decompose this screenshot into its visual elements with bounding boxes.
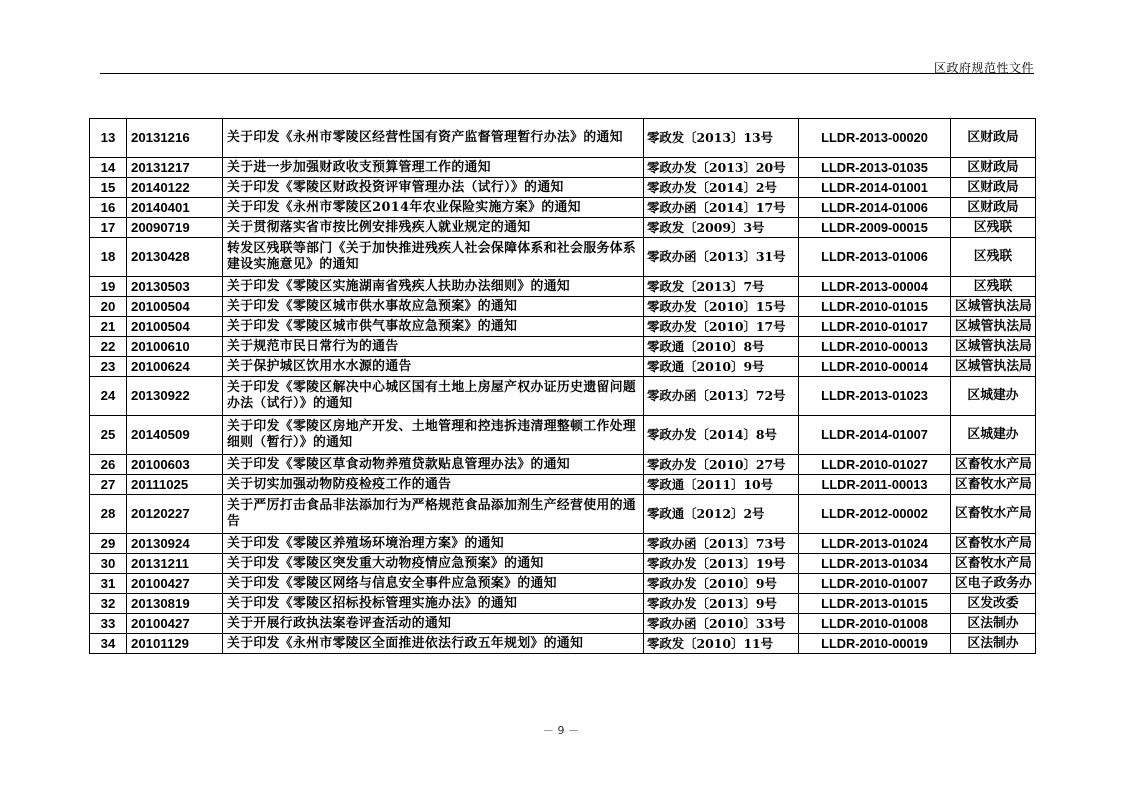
row-number: 22 [90, 337, 127, 357]
table-row [90, 475, 1036, 495]
row-department: 区财政局 [951, 119, 1036, 158]
row-register-code: LLDR-2009-00015 [799, 218, 951, 238]
row-register-code: LLDR-2010-01007 [799, 574, 951, 594]
row-number: 15 [90, 178, 127, 198]
row-number: 29 [90, 534, 127, 554]
row-register-code: LLDR-2014-01007 [799, 416, 951, 455]
row-title: 关于进一步加强财政收支预算管理工作的通知 [223, 158, 644, 178]
row-doc-number: 零政办函〔2014〕17号 [644, 198, 799, 218]
row-doc-number: 零政发〔2009〕3号 [644, 218, 799, 238]
row-doc-number: 零政办函〔2013〕31号 [644, 238, 799, 277]
row-register-code: LLDR-2010-01008 [799, 614, 951, 634]
row-department: 区财政局 [951, 178, 1036, 198]
row-register-code: LLDR-2010-00014 [799, 357, 951, 377]
row-number: 34 [90, 634, 127, 654]
row-doc-number: 零政办发〔2010〕9号 [644, 574, 799, 594]
row-doc-number: 零政通〔2010〕8号 [644, 337, 799, 357]
row-number: 28 [90, 495, 127, 534]
table-row [90, 495, 1036, 534]
row-doc-number: 零政发〔2010〕11号 [644, 634, 799, 654]
row-number: 26 [90, 455, 127, 475]
row-doc-number: 零政办发〔2010〕15号 [644, 297, 799, 317]
table-row [90, 337, 1036, 357]
row-department: 区电子政务办 [951, 574, 1036, 594]
table-row [90, 416, 1036, 455]
row-register-code: LLDR-2013-00004 [799, 277, 951, 297]
row-title: 关于贯彻落实省市按比例安排残疾人就业规定的通知 [223, 218, 644, 238]
row-department: 区残联 [951, 277, 1036, 297]
row-department: 区畜牧水产局 [951, 495, 1036, 534]
row-doc-number: 零政办发〔2013〕20号 [644, 158, 799, 178]
row-date: 20131216 [127, 119, 223, 158]
row-register-code: LLDR-2010-01015 [799, 297, 951, 317]
row-register-code: LLDR-2013-01006 [799, 238, 951, 277]
row-date: 20120227 [127, 495, 223, 534]
table-row [90, 238, 1036, 277]
row-register-code: LLDR-2014-01001 [799, 178, 951, 198]
row-date: 20130819 [127, 594, 223, 614]
row-doc-number: 零政办发〔2013〕19号 [644, 554, 799, 574]
table-row [90, 614, 1036, 634]
row-register-code: LLDR-2010-01017 [799, 317, 951, 337]
table-row [90, 634, 1036, 654]
row-title: 关于印发《零陵区财政投资评审管理办法（试行）》的通知 [223, 178, 644, 198]
row-title: 关于印发《永州市零陵区2014年农业保险实施方案》的通知 [223, 198, 644, 218]
table-row [90, 178, 1036, 198]
row-number: 13 [90, 119, 127, 158]
row-date: 20100603 [127, 455, 223, 475]
row-department: 区城管执法局 [951, 357, 1036, 377]
table-row [90, 297, 1036, 317]
row-register-code: LLDR-2012-00002 [799, 495, 951, 534]
header-rule [100, 73, 1034, 74]
row-department: 区法制办 [951, 614, 1036, 634]
row-doc-number: 零政办函〔2013〕73号 [644, 534, 799, 554]
row-doc-number: 零政办发〔2010〕17号 [644, 317, 799, 337]
row-department: 区城建办 [951, 377, 1036, 416]
row-number: 33 [90, 614, 127, 634]
row-doc-number: 零政办发〔2014〕8号 [644, 416, 799, 455]
row-department: 区畜牧水产局 [951, 554, 1036, 574]
table-row [90, 158, 1036, 178]
row-doc-number: 零政办函〔2013〕72号 [644, 377, 799, 416]
table-row [90, 277, 1036, 297]
table-row [90, 554, 1036, 574]
row-number: 20 [90, 297, 127, 317]
row-register-code: LLDR-2011-00013 [799, 475, 951, 495]
row-register-code: LLDR-2010-00019 [799, 634, 951, 654]
row-title: 关于严厉打击食品非法添加行为严格规范食品添加剂生产经营使用的通告 [223, 495, 644, 534]
row-doc-number: 零政通〔2012〕2号 [644, 495, 799, 534]
row-number: 24 [90, 377, 127, 416]
row-date: 20111025 [127, 475, 223, 495]
document-table-body [90, 119, 1036, 654]
row-department: 区畜牧水产局 [951, 455, 1036, 475]
row-date: 20130503 [127, 277, 223, 297]
row-department: 区城建办 [951, 416, 1036, 455]
row-title: 关于印发《零陵区养殖场环境治理方案》的通知 [223, 534, 644, 554]
table-row [90, 377, 1036, 416]
table-row [90, 317, 1036, 337]
row-title: 关于印发《永州市零陵区全面推进依法行政五年规划》的通知 [223, 634, 644, 654]
row-doc-number: 零政通〔2011〕10号 [644, 475, 799, 495]
row-date: 20131211 [127, 554, 223, 574]
row-title: 关于印发《零陵区城市供水事故应急预案》的通知 [223, 297, 644, 317]
row-date: 20100427 [127, 574, 223, 594]
row-date: 20100504 [127, 317, 223, 337]
row-date: 20100427 [127, 614, 223, 634]
row-number: 23 [90, 357, 127, 377]
row-date: 20130924 [127, 534, 223, 554]
row-doc-number: 零政发〔2013〕13号 [644, 119, 799, 158]
row-title: 关于印发《永州市零陵区经营性国有资产监督管理暂行办法》的通知 [223, 119, 644, 158]
table-row [90, 574, 1036, 594]
row-title: 关于印发《零陵区突发重大动物疫情应急预案》的通知 [223, 554, 644, 574]
page-number: － 9 － [543, 724, 579, 737]
row-date: 20090719 [127, 218, 223, 238]
row-number: 27 [90, 475, 127, 495]
row-date: 20130922 [127, 377, 223, 416]
row-title: 关于印发《零陵区解决中心城区国有土地上房屋产权办证历史遗留问题办法（试行）》的通知 [223, 377, 644, 416]
table-row [90, 198, 1036, 218]
table-row [90, 119, 1036, 158]
row-title: 关于印发《零陵区招标投标管理实施办法》的通知 [223, 594, 644, 614]
row-department: 区财政局 [951, 198, 1036, 218]
row-date: 20100624 [127, 357, 223, 377]
row-date: 20131217 [127, 158, 223, 178]
page-header-title: 区政府规范性文件 [933, 61, 1034, 75]
row-number: 30 [90, 554, 127, 574]
row-date: 20100610 [127, 337, 223, 357]
row-register-code: LLDR-2013-01023 [799, 377, 951, 416]
row-register-code: LLDR-2013-01015 [799, 594, 951, 614]
row-title: 转发区残联等部门《关于加快推进残疾人社会保障体系和社会服务体系建设实施意见》的通知 [223, 238, 644, 277]
row-number: 19 [90, 277, 127, 297]
row-department: 区畜牧水产局 [951, 534, 1036, 554]
row-number: 31 [90, 574, 127, 594]
row-doc-number: 零政办发〔2010〕27号 [644, 455, 799, 475]
row-department: 区畜牧水产局 [951, 475, 1036, 495]
row-number: 21 [90, 317, 127, 337]
row-department: 区发改委 [951, 594, 1036, 614]
row-register-code: LLDR-2013-01024 [799, 534, 951, 554]
row-department: 区残联 [951, 218, 1036, 238]
row-doc-number: 零政发〔2013〕7号 [644, 277, 799, 297]
table-row [90, 455, 1036, 475]
row-number: 14 [90, 158, 127, 178]
row-register-code: LLDR-2014-01006 [799, 198, 951, 218]
row-doc-number: 零政办函〔2010〕33号 [644, 614, 799, 634]
row-number: 32 [90, 594, 127, 614]
row-date: 20130428 [127, 238, 223, 277]
row-title: 关于印发《零陵区房地产开发、土地管理和控违拆违清理整顿工作处理细则（暂行）》的通知 [223, 416, 644, 455]
document-table [89, 118, 1036, 654]
row-date: 20140509 [127, 416, 223, 455]
row-date: 20140401 [127, 198, 223, 218]
row-title: 关于印发《零陵区网络与信息安全事件应急预案》的通知 [223, 574, 644, 594]
row-date: 20140122 [127, 178, 223, 198]
row-register-code: LLDR-2013-01034 [799, 554, 951, 574]
row-title: 关于印发《零陵区实施湖南省残疾人扶助办法细则》的通知 [223, 277, 644, 297]
row-doc-number: 零政办发〔2014〕2号 [644, 178, 799, 198]
table-row [90, 534, 1036, 554]
row-title: 关于开展行政执法案卷评查活动的通知 [223, 614, 644, 634]
row-title: 关于规范市民日常行为的通告 [223, 337, 644, 357]
row-title: 关于印发《零陵区草食动物养殖贷款贴息管理办法》的通知 [223, 455, 644, 475]
row-doc-number: 零政办发〔2013〕9号 [644, 594, 799, 614]
row-title: 关于保护城区饮用水水源的通告 [223, 357, 644, 377]
row-number: 16 [90, 198, 127, 218]
table-row [90, 594, 1036, 614]
row-date: 20100504 [127, 297, 223, 317]
row-department: 区法制办 [951, 634, 1036, 654]
row-doc-number: 零政通〔2010〕9号 [644, 357, 799, 377]
row-title: 关于切实加强动物防疫检疫工作的通告 [223, 475, 644, 495]
table-row [90, 218, 1036, 238]
row-register-code: LLDR-2010-00013 [799, 337, 951, 357]
row-number: 25 [90, 416, 127, 455]
row-number: 17 [90, 218, 127, 238]
row-department: 区残联 [951, 238, 1036, 277]
row-register-code: LLDR-2010-01027 [799, 455, 951, 475]
row-department: 区财政局 [951, 158, 1036, 178]
row-department: 区城管执法局 [951, 337, 1036, 357]
row-register-code: LLDR-2013-00020 [799, 119, 951, 158]
row-number: 18 [90, 238, 127, 277]
row-date: 20101129 [127, 634, 223, 654]
row-register-code: LLDR-2013-01035 [799, 158, 951, 178]
table-row [90, 357, 1036, 377]
row-department: 区城管执法局 [951, 317, 1036, 337]
row-department: 区城管执法局 [951, 297, 1036, 317]
row-title: 关于印发《零陵区城市供气事故应急预案》的通知 [223, 317, 644, 337]
